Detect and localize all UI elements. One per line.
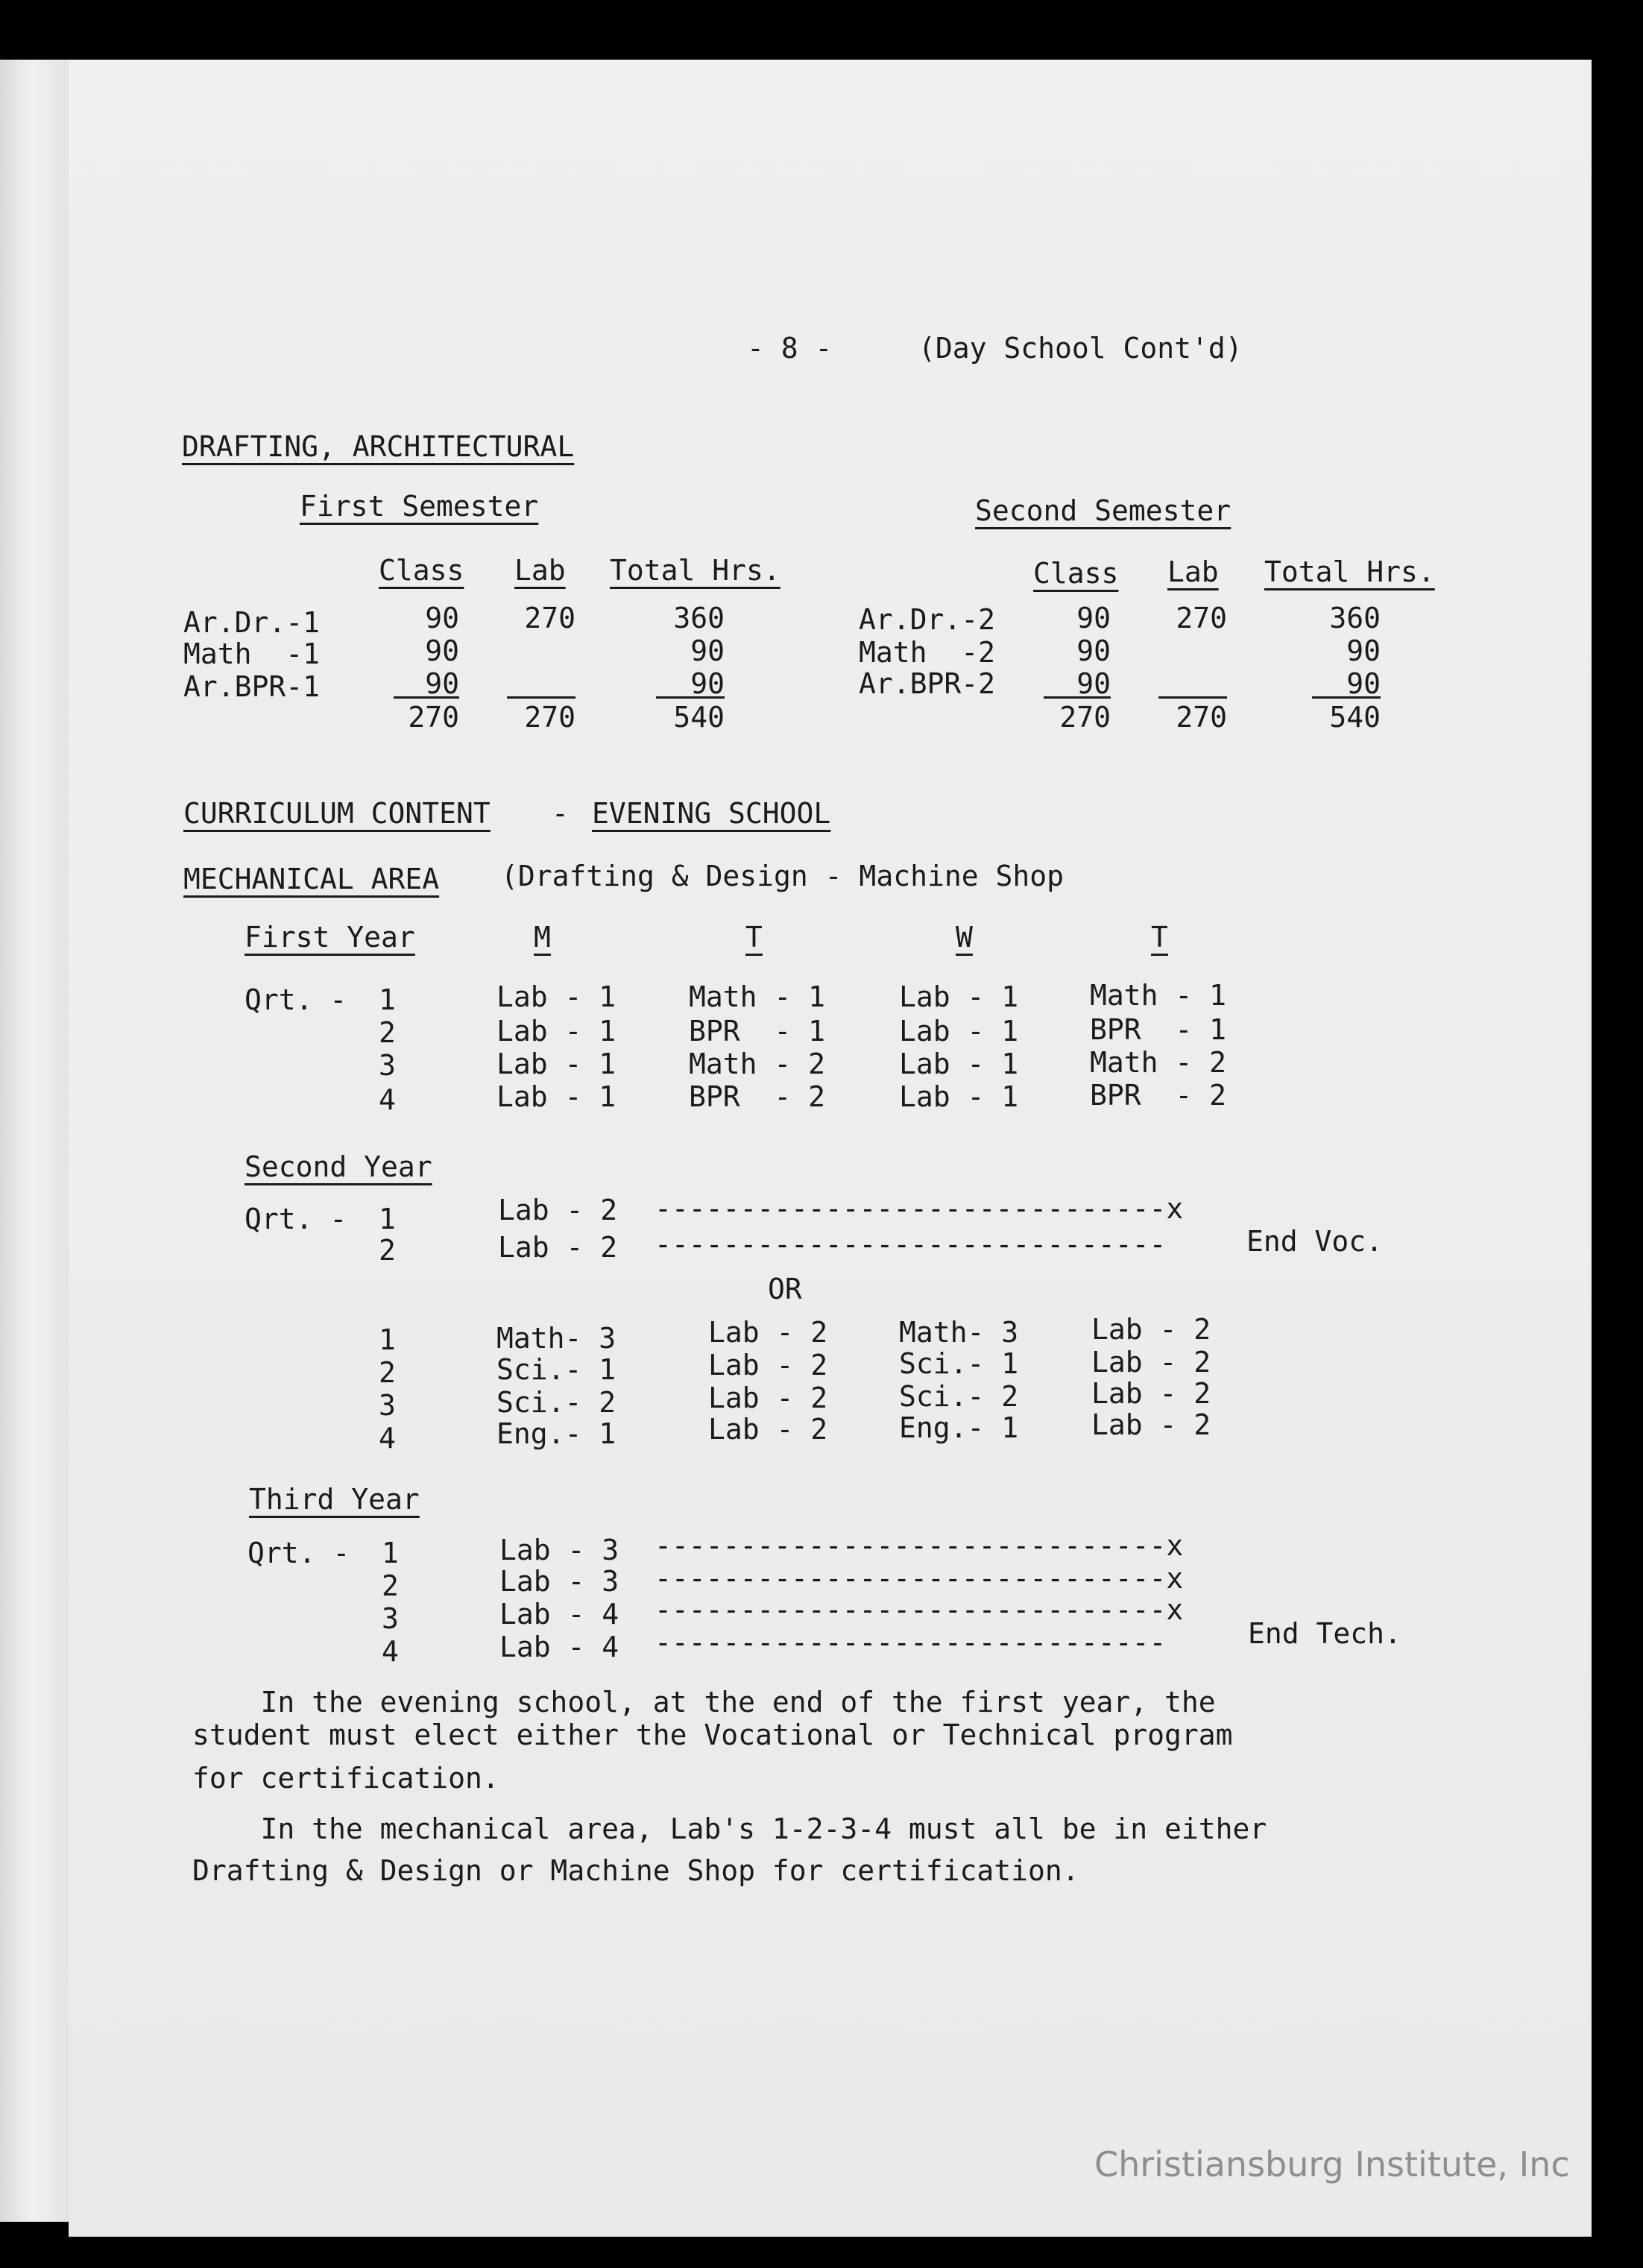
second-row1-class: 90 [1076, 602, 1111, 634]
second-semester-heading: Second Semester [975, 494, 1232, 527]
document-page [69, 60, 1592, 2237]
first-year-q1-w: Lab - 1 [899, 980, 1019, 1013]
first-year-q1-m: Lab - 1 [496, 980, 616, 1013]
second-col-class: Class [1033, 557, 1119, 590]
day-header-t: T [745, 921, 763, 954]
third-year-q4-lab: Lab - 4 [499, 1631, 619, 1663]
second-row2-total: 90 [1346, 634, 1381, 667]
third-year-q4-line: ------------------------------ [655, 1626, 1167, 1659]
second-year-tech-q1-m: Math- 3 [496, 1322, 616, 1355]
first-year-q2-t: BPR - 1 [689, 1015, 826, 1048]
first-col-class: Class [379, 554, 464, 587]
first-row1-name: Ar.Dr.-1 [183, 606, 321, 639]
second-year-tech-q3-m: Sci.- 2 [496, 1386, 616, 1419]
first-total-class: 270 [394, 696, 459, 731]
first-year-q3-t: Math - 2 [689, 1048, 826, 1080]
first-row2-class: 90 [425, 634, 459, 667]
first-year-q4: 4 [379, 1083, 396, 1116]
first-year-label: First Year [245, 921, 415, 954]
second-year-tech-q1-t2: Lab - 2 [1091, 1313, 1211, 1346]
first-row2-total: 90 [690, 634, 725, 667]
third-year-q2-line: ------------------------------x [655, 1562, 1184, 1595]
first-year-q2-t2: BPR - 1 [1090, 1013, 1227, 1046]
third-year-q4: 4 [382, 1635, 399, 1668]
first-col-total: Total Hrs. [610, 554, 780, 587]
day-header-t2: T [1151, 921, 1168, 954]
first-row1-lab: 270 [524, 602, 575, 634]
second-row2-class: 90 [1076, 634, 1111, 667]
second-year-tech-q2-w: Sci.- 1 [899, 1347, 1019, 1380]
second-year-tech-q4-w: Eng.- 1 [899, 1411, 1019, 1444]
second-year-tech-q2: 2 [379, 1356, 396, 1389]
second-row1-lab: 270 [1176, 602, 1227, 634]
first-year-q1: 1 [379, 983, 396, 1016]
mechanical-area-title: MECHANICAL AREA [183, 863, 440, 895]
second-total-class: 270 [1044, 696, 1111, 731]
second-total-total: 540 [1312, 696, 1381, 731]
second-year-qrt-label: Qrt. - [245, 1203, 347, 1235]
first-row3-name: Ar.BPR-1 [183, 670, 321, 703]
first-year-q4-w: Lab - 1 [899, 1080, 1019, 1113]
third-year-q3-lab: Lab - 4 [499, 1598, 619, 1631]
second-col-lab: Lab [1167, 555, 1219, 588]
second-year-tech-q4-m: Eng.- 1 [496, 1417, 616, 1450]
second-year-tech-q3-t: Lab - 2 [708, 1382, 828, 1414]
first-year-q4-m: Lab - 1 [496, 1080, 616, 1113]
second-row1-name: Ar.Dr.-2 [859, 603, 996, 636]
end-tech-label: End Tech. [1248, 1617, 1401, 1650]
first-total-total: 540 [656, 696, 725, 731]
second-year-label: Second Year [245, 1150, 432, 1183]
first-year-q2: 2 [379, 1016, 396, 1049]
second-year-voc-q1-line: ------------------------------x [655, 1192, 1184, 1225]
second-row2-name: Math -2 [859, 636, 996, 669]
paragraph-2-line-2: Drafting & Design or Machine Shop for certification. [192, 1854, 1079, 1887]
first-year-qrt-label: Qrt. - [245, 983, 347, 1016]
third-year-q3-line: ------------------------------x [655, 1593, 1184, 1626]
second-year-tech-q2-t: Lab - 2 [708, 1349, 828, 1382]
second-total-lab: 270 [1158, 696, 1227, 731]
second-year-tech-q3-w: Sci.- 2 [899, 1380, 1019, 1413]
first-year-q3-w: Lab - 1 [899, 1048, 1019, 1080]
book-spine [0, 60, 71, 2222]
second-row3-name: Ar.BPR-2 [859, 667, 996, 700]
first-year-q1-t: Math - 1 [689, 980, 826, 1013]
first-row3-class: 90 [425, 667, 459, 700]
second-year-voc-q2-lab: Lab - 2 [498, 1231, 618, 1264]
day-header-m: M [534, 921, 551, 954]
second-year-tech-q4: 4 [379, 1422, 396, 1455]
third-year-qrt-label: Qrt. - [247, 1537, 350, 1569]
first-row1-total: 360 [673, 602, 725, 634]
second-year-voc-q2-line: ------------------------------ [655, 1228, 1167, 1261]
first-row2-name: Math -1 [183, 637, 321, 670]
second-year-voc-q1: 1 [379, 1203, 396, 1235]
paragraph-1-line-1: In the evening school, at the end of the first year, the [192, 1686, 1216, 1719]
third-year-q1: 1 [382, 1537, 399, 1569]
drafting-title: DRAFTING, ARCHITECTURAL [182, 430, 575, 463]
third-year-q1-line: ------------------------------x [655, 1529, 1184, 1562]
third-year-label: Third Year [249, 1483, 420, 1516]
second-year-tech-q1: 1 [379, 1323, 396, 1356]
first-year-q4-t2: BPR - 2 [1090, 1079, 1227, 1112]
paragraph-1-line-3: for certification. [192, 1762, 499, 1795]
third-year-q2-lab: Lab - 3 [499, 1565, 619, 1598]
second-year-tech-q2-m: Sci.- 1 [496, 1353, 616, 1386]
page-header-note: (Day School Cont'd) [918, 332, 1243, 365]
first-year-q3: 3 [379, 1049, 396, 1082]
first-col-lab: Lab [514, 554, 566, 587]
second-year-tech-q1-t: Lab - 2 [708, 1316, 828, 1349]
first-row1-class: 90 [425, 602, 459, 634]
second-year-tech-q4-t2: Lab - 2 [1091, 1408, 1211, 1441]
watermark: Christiansburg Institute, Inc [1094, 2144, 1570, 2184]
third-year-q2: 2 [382, 1569, 399, 1602]
first-semester-heading: First Semester [300, 490, 539, 523]
second-year-voc-q2: 2 [379, 1234, 396, 1267]
curriculum-title: CURRICULUM CONTENT [183, 797, 491, 830]
second-row3-class: 90 [1076, 667, 1111, 700]
second-year-tech-q2-t2: Lab - 2 [1091, 1346, 1211, 1379]
page-number: - 8 - [747, 332, 833, 365]
second-col-total: Total Hrs. [1264, 555, 1435, 588]
second-year-voc-q1-lab: Lab - 2 [498, 1194, 618, 1226]
second-row3-total: 90 [1346, 667, 1381, 700]
first-year-q2-m: Lab - 1 [496, 1015, 616, 1048]
second-row1-total: 360 [1329, 602, 1381, 634]
first-year-q2-w: Lab - 1 [899, 1015, 1019, 1048]
second-year-tech-q3: 3 [379, 1389, 396, 1422]
paragraph-2-line-1: In the mechanical area, Lab's 1-2-3-4 must all be in either [192, 1812, 1267, 1845]
day-header-w: W [956, 921, 973, 954]
first-year-q1-t2: Math - 1 [1090, 979, 1227, 1012]
third-year-q1-lab: Lab - 3 [499, 1534, 619, 1566]
end-voc-label: End Voc. [1246, 1225, 1384, 1258]
second-year-tech-q4-t: Lab - 2 [708, 1413, 828, 1446]
first-year-q4-t: BPR - 2 [689, 1080, 826, 1113]
curriculum-separator: - [552, 797, 569, 830]
third-year-q3: 3 [382, 1602, 399, 1635]
second-year-tech-q1-w: Math- 3 [899, 1316, 1019, 1349]
curriculum-subtitle: EVENING SCHOOL [592, 797, 831, 830]
second-year-tech-q3-t2: Lab - 2 [1091, 1377, 1211, 1410]
first-year-q3-t2: Math - 2 [1090, 1046, 1227, 1079]
or-separator: OR [768, 1273, 802, 1305]
first-row3-total: 90 [690, 667, 725, 700]
mechanical-area-detail: (Drafting & Design - Machine Shop [501, 860, 1064, 892]
paragraph-1-line-2: student must elect either the Vocational or Technical program [192, 1719, 1233, 1751]
first-total-lab: 270 [507, 696, 575, 731]
first-year-q3-m: Lab - 1 [496, 1048, 616, 1080]
